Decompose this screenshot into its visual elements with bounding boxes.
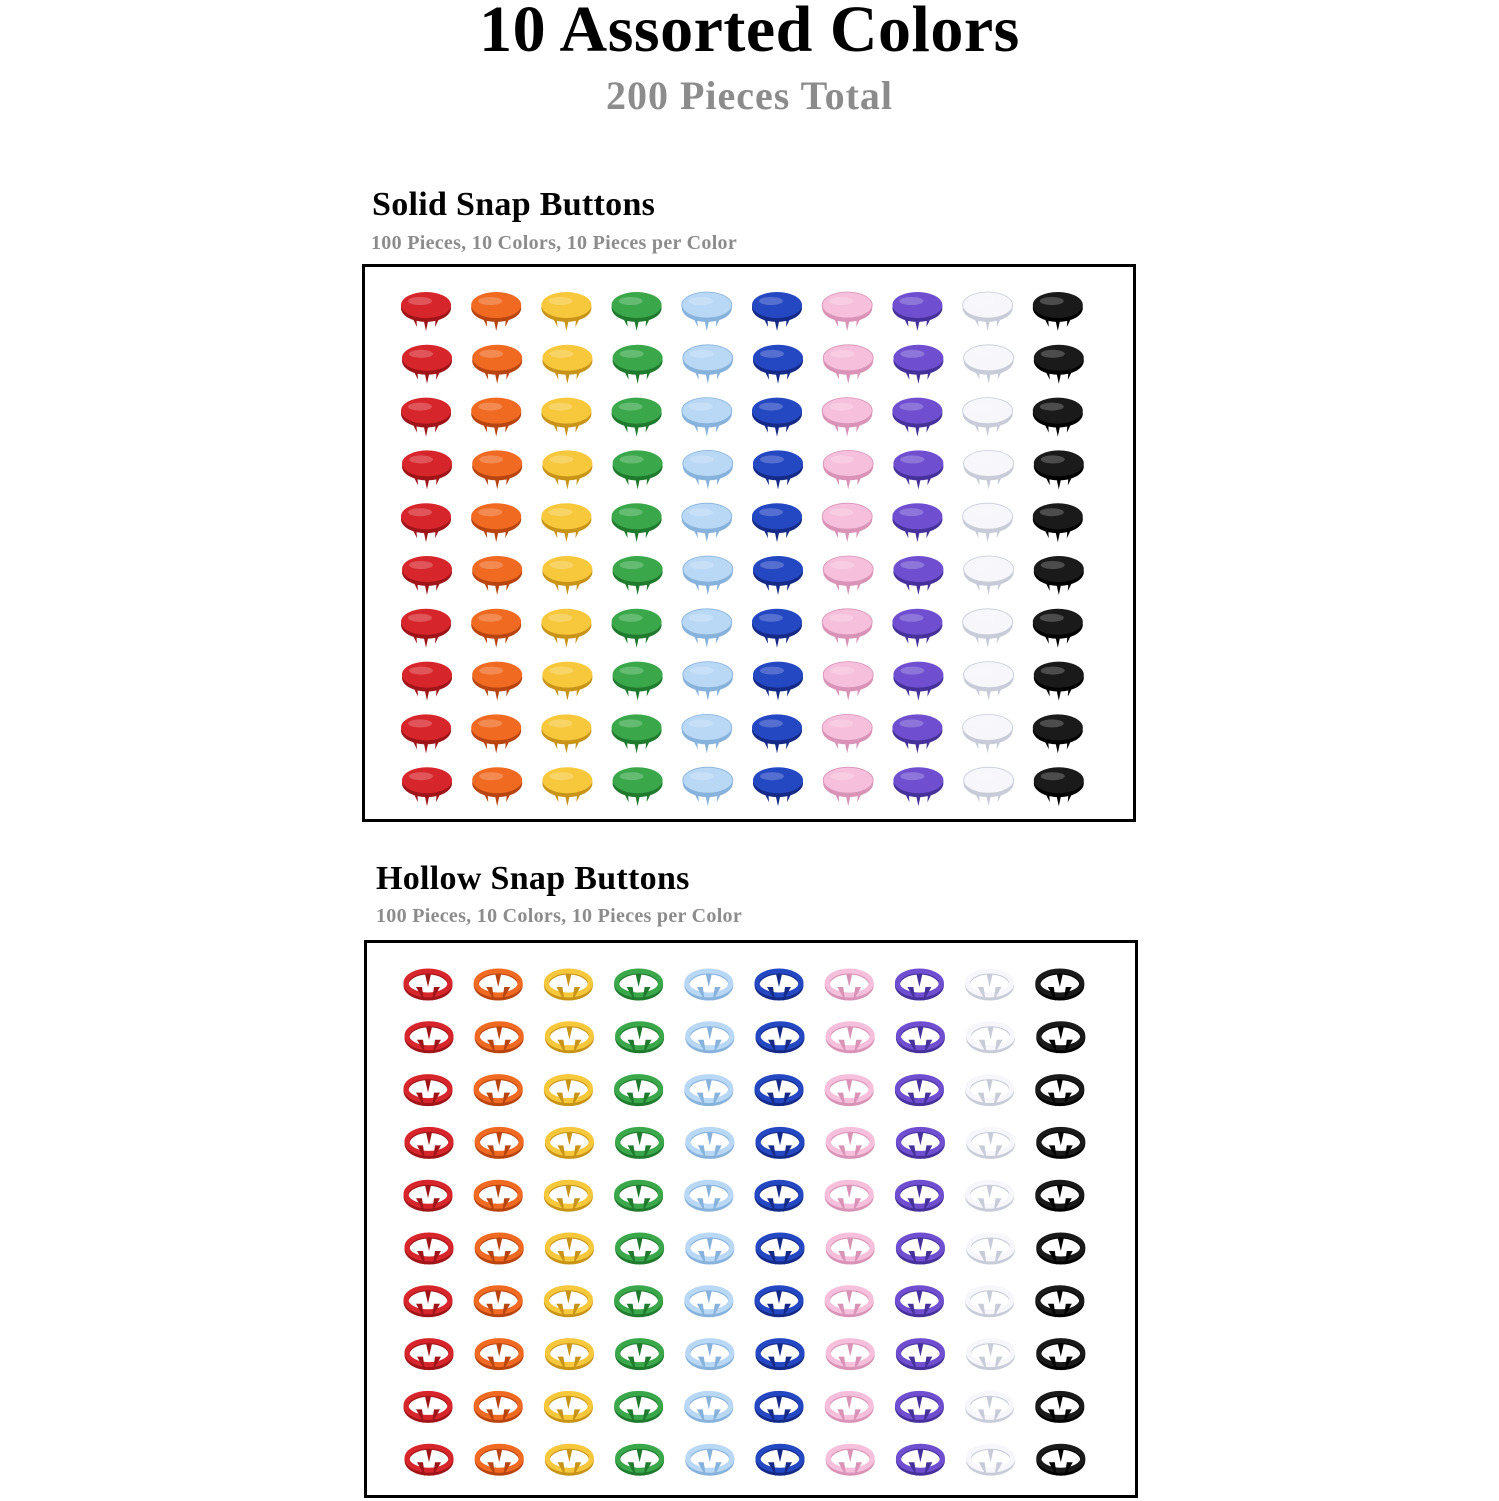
solid-snap-button-purple — [892, 609, 942, 648]
solid-snap-button-black — [1034, 450, 1084, 489]
hollow-snap-button-purple — [897, 1182, 941, 1212]
solid-snap-button-pink — [822, 714, 872, 753]
solid-snap-button-yellow — [542, 450, 592, 489]
solid-snap-button-green — [613, 556, 663, 595]
hollow-snap-button-green — [617, 1288, 661, 1318]
hollow-snap-button-yellow — [547, 1024, 591, 1054]
solid-snap-button-light-blue — [683, 767, 733, 806]
hollow-snap-button-black — [1038, 1288, 1082, 1318]
hollow-snap-button-red — [407, 1235, 451, 1265]
solid-snap-button-yellow — [541, 292, 591, 331]
solid-snap-button-orange — [472, 345, 522, 384]
solid-snap-button-light-blue — [682, 503, 732, 542]
solid-snap-button-red — [402, 345, 452, 384]
hollow-snap-button-orange — [477, 1341, 521, 1371]
solid-snap-button-yellow — [541, 714, 591, 753]
solid-snap-button-red — [401, 398, 451, 437]
solid-snap-button-yellow — [541, 398, 591, 437]
solid-snap-button-yellow — [542, 345, 592, 384]
solid-snap-button-pink — [823, 556, 873, 595]
solid-snap-button-pink — [823, 767, 873, 806]
page-title: 10 Assorted Colors — [479, 0, 1020, 66]
hollow-snap-button-black — [1039, 1341, 1083, 1371]
hollow-snap-button-pink — [827, 1288, 871, 1318]
solid-snap-button-red — [402, 767, 452, 806]
solid-snap-button-red — [401, 609, 451, 648]
solid-snap-button-white — [963, 503, 1013, 542]
hollow-snap-button-green — [617, 1077, 661, 1107]
solid-snap-button-pink — [822, 503, 872, 542]
solid-snap-button-black — [1033, 398, 1083, 437]
hollow-snap-button-orange — [476, 1182, 520, 1212]
solid-snap-button-green — [612, 398, 662, 437]
hollow-snap-button-white — [968, 1393, 1012, 1423]
solid-snap-button-purple — [892, 714, 942, 753]
solid-snap-button-white — [963, 292, 1013, 331]
hollow-snap-button-light-blue — [687, 1288, 731, 1318]
hollow-snap-button-light-blue — [688, 1024, 732, 1054]
hollow-snap-button-green — [618, 1024, 662, 1054]
solid-snap-button-orange — [471, 609, 521, 648]
hollow-snap-button-black — [1038, 971, 1082, 1001]
solid-snap-button-green — [613, 345, 663, 384]
hollow-snap-button-light-blue — [688, 1341, 732, 1371]
hollow-snap-button-red — [407, 1129, 451, 1159]
solid-snap-button-purple — [893, 767, 943, 806]
solid-snap-button-black — [1033, 292, 1083, 331]
hollow-snap-button-purple — [897, 1288, 941, 1318]
hollow-snap-button-yellow — [546, 971, 590, 1001]
hollow-snap-button-yellow — [546, 1077, 590, 1107]
solid-snap-button-white — [963, 714, 1013, 753]
hollow-snap-button-red — [406, 1393, 450, 1423]
solid-snap-button-white — [963, 609, 1013, 648]
solid-snap-button-purple — [892, 503, 942, 542]
solid-snap-button-blue — [753, 662, 803, 701]
hollow-snap-button-orange — [476, 971, 520, 1001]
hollow-snap-button-blue — [757, 1288, 801, 1318]
hollow-snap-button-black — [1038, 1182, 1082, 1212]
hollow-snap-button-green — [617, 1393, 661, 1423]
solid-snap-button-purple — [893, 662, 943, 701]
solid-snap-button-pink — [822, 609, 872, 648]
solid-snap-button-yellow — [542, 662, 592, 701]
hollow-snap-button-white — [969, 1129, 1013, 1159]
hollow-snap-button-blue — [757, 1077, 801, 1107]
solid-snap-button-light-blue — [683, 662, 733, 701]
solid-snap-button-blue — [752, 503, 802, 542]
hollow-snap-button-yellow — [547, 1235, 591, 1265]
solid-snap-button-white — [964, 556, 1014, 595]
hollow-snap-button-blue — [758, 1341, 802, 1371]
solid-snap-button-purple — [892, 398, 942, 437]
solid-snap-button-orange — [472, 556, 522, 595]
solid-snap-button-black — [1033, 714, 1083, 753]
hollow-snap-button-white — [969, 1235, 1013, 1265]
hollow-snap-button-blue — [757, 1182, 801, 1212]
solid-snap-button-orange — [471, 503, 521, 542]
hollow-snap-button-yellow — [546, 1393, 590, 1423]
solid-snap-button-purple — [893, 450, 943, 489]
solid-snap-button-green — [613, 662, 663, 701]
hollow-snap-button-light-blue — [688, 1446, 732, 1476]
solid-snap-button-red — [401, 714, 451, 753]
solid-snap-button-red — [401, 292, 451, 331]
solid-snap-button-purple — [893, 345, 943, 384]
hollow-snap-button-blue — [758, 1446, 802, 1476]
hollow-snap-button-purple — [897, 1393, 941, 1423]
solid-snap-button-green — [612, 609, 662, 648]
hollow-snap-panel — [364, 940, 1138, 1498]
hollow-snap-button-black — [1039, 1446, 1083, 1476]
hollow-snap-button-orange — [476, 1393, 520, 1423]
solid-snap-button-red — [401, 503, 451, 542]
hollow-snap-button-white — [968, 1077, 1012, 1107]
solid-snap-button-black — [1033, 609, 1083, 648]
hollow-snap-button-purple — [898, 1024, 942, 1054]
hollow-snap-button-yellow — [546, 1182, 590, 1212]
hollow-snap-button-black — [1039, 1024, 1083, 1054]
hollow-snap-button-purple — [898, 1446, 942, 1476]
hollow-snap-button-blue — [758, 1129, 802, 1159]
solid-snap-button-blue — [752, 292, 802, 331]
hollow-snap-button-pink — [828, 1024, 872, 1054]
hollow-snap-button-green — [618, 1341, 662, 1371]
hollow-snap-button-blue — [757, 971, 801, 1001]
hollow-snap-button-pink — [828, 1341, 872, 1371]
hollow-snap-button-yellow — [547, 1341, 591, 1371]
hollow-snap-button-white — [969, 1341, 1013, 1371]
solid-snap-button-black — [1034, 767, 1084, 806]
solid-snap-button-blue — [753, 556, 803, 595]
solid-snap-button-purple — [892, 292, 942, 331]
solid-snap-button-light-blue — [682, 292, 732, 331]
hollow-snap-button-purple — [898, 1129, 942, 1159]
solid-snap-button-pink — [823, 662, 873, 701]
hollow-snap-button-pink — [827, 1077, 871, 1107]
hollow-snap-button-pink — [827, 1182, 871, 1212]
hollow-snap-button-white — [969, 1024, 1013, 1054]
hollow-snap-button-purple — [897, 971, 941, 1001]
solid-snap-button-black — [1034, 662, 1084, 701]
solid-snap-button-blue — [752, 398, 802, 437]
solid-snap-button-green — [612, 292, 662, 331]
hollow-snap-button-blue — [757, 1393, 801, 1423]
hollow-snap-button-light-blue — [687, 1393, 731, 1423]
solid-snap-button-white — [964, 662, 1014, 701]
solid-snap-button-orange — [471, 398, 521, 437]
solid-snap-button-yellow — [541, 609, 591, 648]
hollow-snap-button-pink — [827, 971, 871, 1001]
hollow-snap-button-red — [407, 1446, 451, 1476]
solid-snap-button-purple — [893, 556, 943, 595]
solid-snap-button-pink — [822, 398, 872, 437]
hollow-snap-button-green — [617, 971, 661, 1001]
hollow-snap-button-blue — [758, 1235, 802, 1265]
solid-snap-button-light-blue — [683, 556, 733, 595]
solid-snap-button-red — [402, 556, 452, 595]
page-subtitle: 200 Pieces Total — [605, 73, 894, 118]
hollow-snap-button-black — [1038, 1077, 1082, 1107]
hollow-snap-button-yellow — [547, 1129, 591, 1159]
solid-snap-button-blue — [753, 767, 803, 806]
solid-snap-button-yellow — [542, 556, 592, 595]
hollow-snap-button-pink — [828, 1129, 872, 1159]
hollow-snap-button-purple — [898, 1341, 942, 1371]
solid-snap-button-white — [964, 450, 1014, 489]
hollow-snap-button-pink — [827, 1393, 871, 1423]
solid-section-heading: Solid Snap Buttons — [372, 186, 656, 223]
hollow-snap-button-light-blue — [688, 1129, 732, 1159]
solid-snap-button-green — [613, 450, 663, 489]
solid-snap-button-orange — [471, 714, 521, 753]
hollow-snap-button-pink — [828, 1446, 872, 1476]
hollow-snap-button-light-blue — [687, 1182, 731, 1212]
hollow-snap-button-black — [1039, 1129, 1083, 1159]
hollow-snap-button-white — [968, 971, 1012, 1001]
solid-snap-panel — [362, 264, 1136, 822]
solid-snap-button-blue — [752, 714, 802, 753]
hollow-snap-button-green — [618, 1129, 662, 1159]
hollow-snap-button-black — [1038, 1393, 1082, 1423]
hollow-snap-button-light-blue — [687, 1077, 731, 1107]
hollow-snap-button-red — [406, 1077, 450, 1107]
hollow-snap-button-light-blue — [687, 971, 731, 1001]
solid-snap-button-blue — [752, 609, 802, 648]
hollow-snap-button-white — [968, 1288, 1012, 1318]
hollow-snap-button-black — [1039, 1235, 1083, 1265]
solid-snap-button-pink — [823, 345, 873, 384]
solid-snap-button-blue — [753, 450, 803, 489]
hollow-snap-button-orange — [477, 1024, 521, 1054]
hollow-snap-button-white — [968, 1182, 1012, 1212]
solid-snap-button-white — [964, 345, 1014, 384]
solid-snap-button-orange — [472, 767, 522, 806]
hollow-snap-button-orange — [477, 1129, 521, 1159]
hollow-section-caption: 100 Pieces, 10 Colors, 10 Pieces per Color — [376, 905, 743, 927]
hollow-snap-button-red — [406, 1182, 450, 1212]
hollow-snap-button-purple — [897, 1077, 941, 1107]
solid-snap-button-pink — [822, 292, 872, 331]
solid-snap-button-black — [1033, 503, 1083, 542]
solid-snap-button-light-blue — [682, 609, 732, 648]
hollow-snap-button-orange — [477, 1446, 521, 1476]
hollow-snap-button-orange — [477, 1235, 521, 1265]
solid-snap-button-white — [964, 767, 1014, 806]
solid-snap-button-orange — [472, 662, 522, 701]
hollow-snap-button-orange — [476, 1077, 520, 1107]
solid-snap-button-red — [402, 662, 452, 701]
hollow-snap-button-green — [618, 1235, 662, 1265]
solid-snap-button-orange — [471, 292, 521, 331]
solid-snap-button-yellow — [542, 767, 592, 806]
solid-snap-button-green — [613, 767, 663, 806]
hollow-snap-button-red — [407, 1341, 451, 1371]
solid-snap-button-orange — [472, 450, 522, 489]
hollow-snap-button-red — [406, 971, 450, 1001]
hollow-snap-button-yellow — [547, 1446, 591, 1476]
solid-snap-button-light-blue — [683, 345, 733, 384]
hollow-snap-button-purple — [898, 1235, 942, 1265]
hollow-snap-button-green — [618, 1446, 662, 1476]
solid-snap-button-white — [963, 398, 1013, 437]
solid-snap-button-blue — [753, 345, 803, 384]
hollow-snap-button-pink — [828, 1235, 872, 1265]
solid-snap-button-light-blue — [683, 450, 733, 489]
hollow-snap-button-white — [969, 1446, 1013, 1476]
hollow-snap-button-red — [406, 1288, 450, 1318]
solid-snap-button-light-blue — [682, 398, 732, 437]
solid-section-caption: 100 Pieces, 10 Colors, 10 Pieces per Color — [371, 232, 738, 254]
hollow-section-heading: Hollow Snap Buttons — [376, 860, 690, 897]
solid-snap-button-pink — [823, 450, 873, 489]
solid-snap-button-black — [1034, 556, 1084, 595]
solid-snap-button-black — [1034, 345, 1084, 384]
solid-snap-grid — [365, 267, 1139, 825]
hollow-snap-button-blue — [758, 1024, 802, 1054]
solid-snap-button-green — [612, 503, 662, 542]
hollow-snap-grid — [367, 943, 1141, 1501]
hollow-snap-button-orange — [476, 1288, 520, 1318]
hollow-snap-button-light-blue — [688, 1235, 732, 1265]
solid-snap-button-yellow — [541, 503, 591, 542]
hollow-snap-button-green — [617, 1182, 661, 1212]
solid-snap-button-light-blue — [682, 714, 732, 753]
solid-snap-button-green — [612, 714, 662, 753]
hollow-snap-button-red — [407, 1024, 451, 1054]
solid-snap-button-red — [402, 450, 452, 489]
hollow-snap-button-yellow — [546, 1288, 590, 1318]
